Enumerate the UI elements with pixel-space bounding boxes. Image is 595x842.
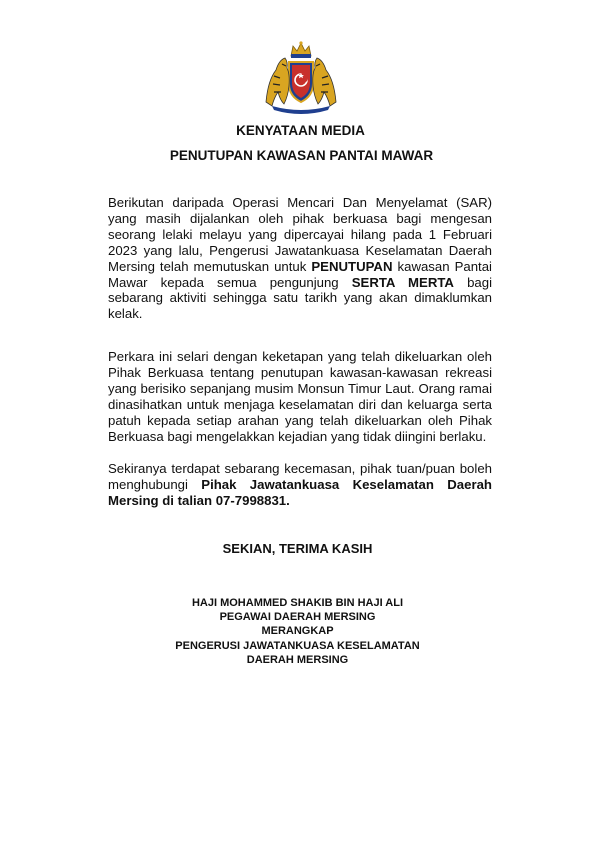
paragraph1-bold-closure: PENUTUPAN	[311, 258, 393, 274]
document-title: KENYATAAN MEDIA	[236, 123, 365, 138]
signature-block	[0, 596, 595, 667]
paragraph3-intro: Sekiranya terdapat sebarang kecemasan, pihak tuan/puan boleh menghubungi	[108, 461, 492, 492]
paragraph1-end: bagi sebarang aktiviti sehingga satu tarikh yang akan dimaklumkan kelak.	[108, 274, 492, 322]
signatory-title: PEGAWAI DAERAH MERSING	[219, 611, 376, 624]
signatory-concurrently: MERANGKAP	[261, 625, 334, 638]
paragraph-emergency-contact	[108, 461, 492, 509]
closing-remark: SEKIAN, TERIMA KASIH	[222, 541, 373, 556]
paragraph-safety-advisory: Perkara ini selari dengan keketapan yang telah dikeluarkan oleh Pihak Berkuasa tentang penutupan kawasan-kawasan rekreasi yang berisiko sepanjang musim Monsun Timur Laut. Orang ramai dinasihatkan untuk menjaga keselamatan diri dan keluarga serta patuh kepada setiap arahan yang telah dikeluarkan oleh Pihak Berkuasa bagi mengelakkan kejadian yang tidak diingini berlaku.	[108, 349, 492, 444]
signatory-role: PENGERUSI JAWATANKUASA KESELAMATAN	[175, 639, 420, 652]
paragraph-closure-announcement	[108, 195, 492, 322]
document-subtitle: PENUTUPAN KAWASAN PANTAI MAWAR	[169, 148, 434, 163]
paragraph3-contact: Pihak Jawatankuasa Keselamatan Daerah Mersing di talian 07-7998831.	[108, 476, 492, 508]
paragraph1-bold-immediate: SERTA MERTA	[351, 274, 454, 290]
johor-state-crest-icon	[262, 40, 340, 114]
paragraph1-intro: Berikutan daripada Operasi Mencari Dan Menyelamat (SAR) yang masih dijalankan oleh pihak berkuasa bagi mengesan seorang lelaki melayu yang dipercayai hilang pada 1 Februari 2023 yang lalu, Pengerusi Jawatankuasa Keselamatan Daerah Mersing telah memutuskan untuk	[108, 195, 492, 274]
signatory-name: HAJI MOHAMMED SHAKIB BIN HAJI ALI	[191, 597, 404, 609]
signatory-district: DAERAH MERSING	[246, 653, 349, 666]
paragraph1-middle: kawasan Pantai Mawar kepada semua pengunjung	[108, 258, 492, 290]
